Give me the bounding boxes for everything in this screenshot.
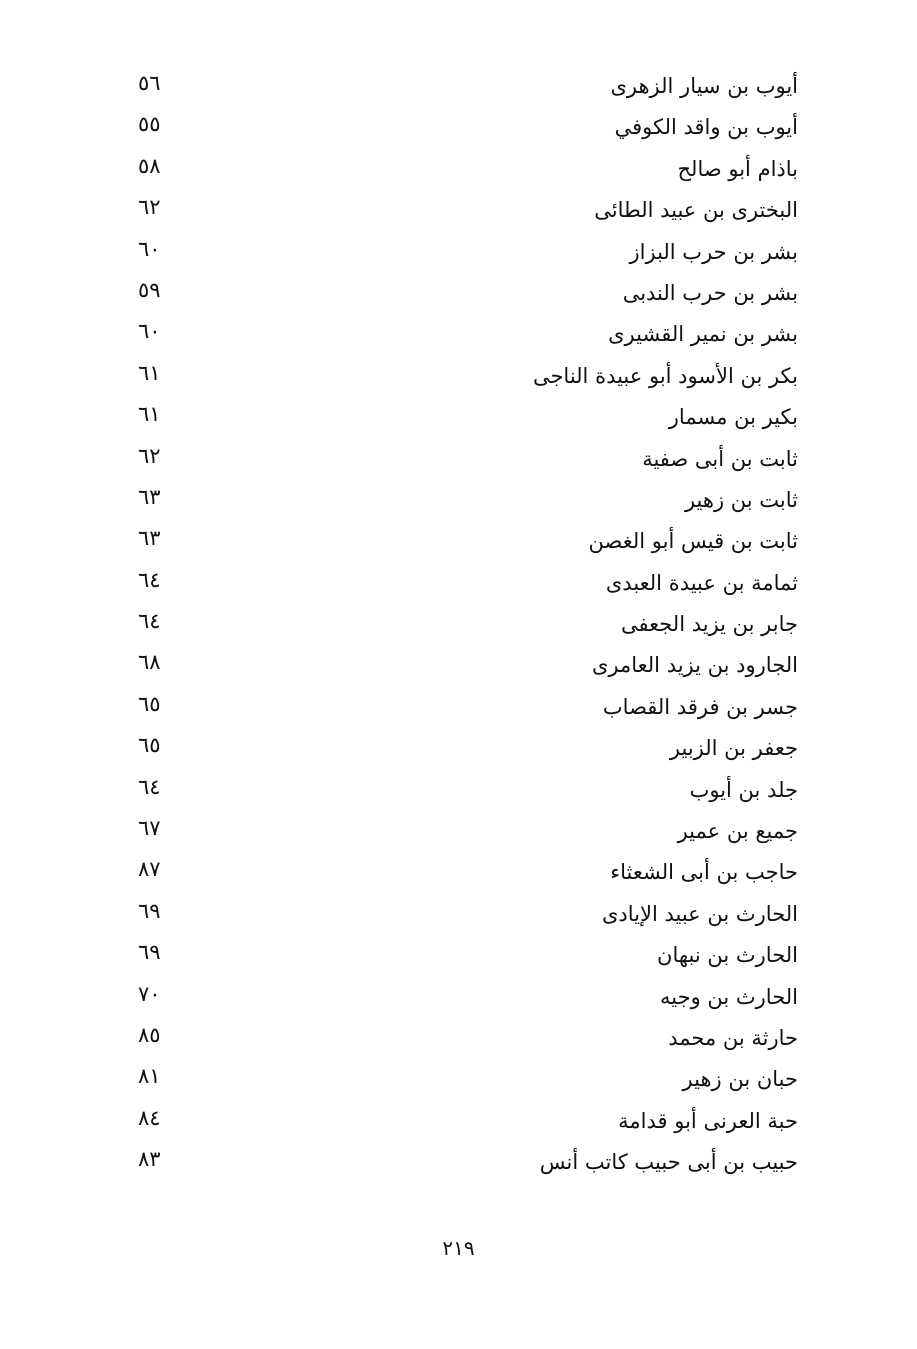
entry-name: جسر بن فرقد القصاب	[602, 694, 798, 719]
index-entry	[120, 852, 810, 893]
entry-page-number: ٦١	[138, 360, 161, 385]
index-entry	[120, 935, 810, 976]
entry-name: أيوب بن واقد الكوفي	[614, 115, 798, 140]
entry-page-number: ٦٤	[138, 774, 161, 799]
index-entry	[120, 977, 810, 1018]
index-entry	[120, 687, 810, 728]
entry-page-number: ٨٥	[138, 1022, 161, 1047]
index-entry	[120, 480, 810, 521]
entry-page-number: ٦٤	[138, 609, 161, 634]
entry-name: باذام أبو صالح	[677, 156, 798, 181]
entry-page-number: ٥٦	[138, 71, 161, 95]
entry-name: حبان بن زهير	[682, 1067, 798, 1092]
entry-page-number: ٦٧	[138, 816, 161, 841]
entry-name: حبيب بن أبى حبيب كاتب أنس	[539, 1150, 798, 1175]
entry-page-number: ٦٣	[138, 526, 161, 551]
index-entry	[120, 1142, 810, 1183]
entry-name: ثابت بن قيس أبو الغصن	[588, 529, 798, 554]
index-entry	[120, 397, 810, 438]
entry-page-number: ٨٣	[138, 1147, 161, 1172]
index-entry	[120, 563, 810, 604]
index-entry	[120, 1018, 810, 1059]
index-entry	[120, 190, 810, 231]
index-entry	[120, 728, 810, 769]
entry-page-number: ٦٩	[138, 898, 161, 923]
entry-name: ثمامة بن عبيدة العبدى	[605, 570, 798, 595]
index-entry	[120, 149, 810, 190]
entry-name: أيوب بن سيار الزهرى	[610, 74, 798, 98]
index-entry	[120, 314, 810, 355]
entry-name: الجارود بن يزيد العامرى	[591, 653, 798, 678]
entry-name: حبة العرنى أبو قدامة	[618, 1108, 798, 1133]
entry-page-number: ٦٢	[138, 195, 161, 220]
entry-name: ثابت بن زهير	[684, 487, 798, 512]
entry-page-number: ٦٤	[138, 567, 161, 592]
entry-page-number: ٦١	[138, 402, 161, 427]
index-entry	[120, 604, 810, 645]
entry-page-number: ٥٩	[138, 277, 161, 302]
entry-name: بشر بن نمير القشيرى	[608, 322, 798, 347]
index-entry	[120, 273, 810, 314]
entry-page-number: ٦٨	[138, 650, 161, 675]
entry-name: البخترى بن عبيد الطائى	[594, 198, 798, 223]
index-entry	[120, 232, 810, 273]
index-entry	[120, 811, 810, 852]
index-entry	[120, 356, 810, 397]
index-entry	[120, 521, 810, 562]
entry-name: بكر بن الأسود أبو عبيدة الناجى	[532, 363, 798, 388]
entry-page-number: ٨٤	[138, 1105, 161, 1130]
entry-page-number: ٥٥	[138, 112, 161, 137]
entry-page-number: ٦٥	[138, 691, 161, 716]
entry-page-number: ٧٠	[138, 981, 161, 1006]
entry-name: جابر بن يزيد الجعفى	[620, 612, 798, 637]
entry-name: جعفر بن الزبير	[669, 736, 798, 761]
entry-page-number: ٦٢	[138, 443, 161, 468]
entry-page-number: ٨٧	[138, 857, 161, 882]
entry-name: الحارث بن وجيه	[660, 984, 798, 1009]
entry-name: جلد بن أيوب	[689, 777, 798, 802]
index-entry	[120, 439, 810, 480]
index-list	[120, 66, 810, 1184]
entry-page-number: ٦٠	[138, 319, 161, 344]
entry-page-number: ٦٩	[138, 940, 161, 965]
entry-name: ثابت بن أبى صفية	[642, 446, 798, 471]
entry-name: بشر بن حرب الندبى	[622, 280, 798, 305]
index-entry	[120, 770, 810, 811]
entry-name: بكير بن مسمار	[668, 405, 798, 430]
entry-name: الحارث بن نبهان	[657, 943, 798, 968]
index-entry	[120, 1101, 810, 1142]
entry-name: جميع بن عمير	[677, 819, 798, 844]
index-entry	[120, 894, 810, 935]
entry-name: حارثة بن محمد	[668, 1025, 798, 1050]
index-entry	[120, 66, 810, 107]
entry-page-number: ٦٣	[138, 484, 161, 509]
entry-page-number: ٦٠	[138, 236, 161, 261]
index-entry	[120, 107, 810, 148]
entry-page-number: ٨١	[138, 1064, 161, 1089]
entry-name: حاجب بن أبى الشعثاء	[610, 860, 798, 885]
page-number: ٢١٩	[442, 1236, 475, 1260]
entry-name: الحارث بن عبيد الإيادى	[601, 901, 798, 926]
entry-page-number: ٥٨	[138, 153, 161, 178]
entry-page-number: ٦٥	[138, 733, 161, 758]
entry-name: بشر بن حرب البزاز	[629, 239, 798, 264]
index-entry	[120, 645, 810, 686]
index-entry	[120, 1059, 810, 1100]
